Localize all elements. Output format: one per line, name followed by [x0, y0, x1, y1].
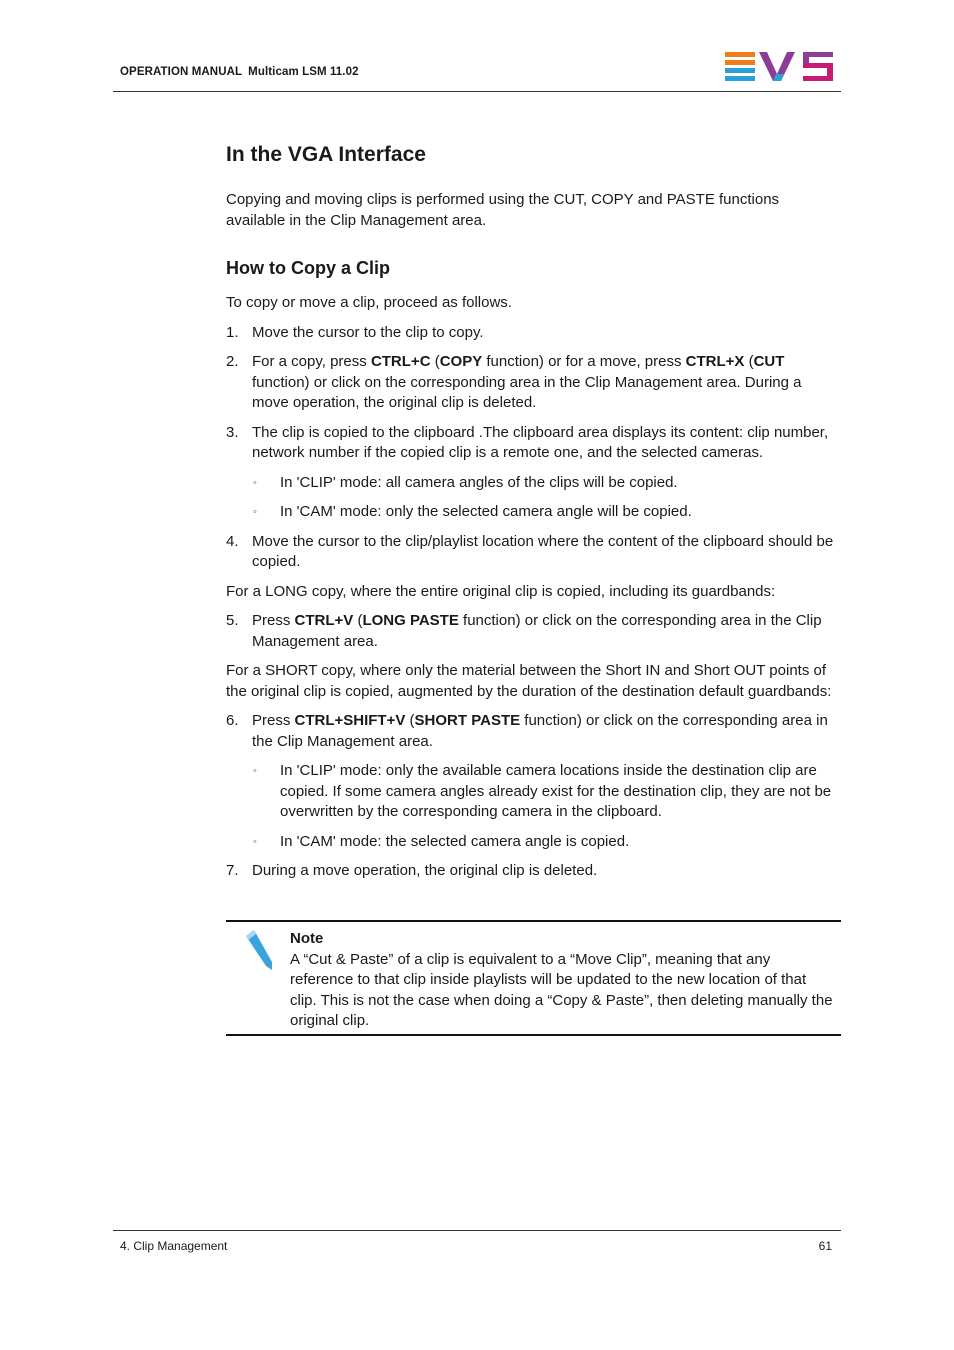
step-1 — [226, 323, 841, 344]
step-number: 5. — [226, 612, 239, 629]
step-text: Press — [252, 712, 295, 729]
bullet-text: In 'CLIP' mode: all camera angles of the clips will be copied. — [280, 473, 678, 491]
step-number: 2. — [226, 353, 239, 370]
long-copy-intro: For a LONG copy, where the entire original clip is copied, including its guardbands: — [226, 582, 776, 600]
function-name: CUT — [753, 353, 785, 370]
bullet-icon: ◦ — [253, 506, 257, 518]
pencil-icon — [242, 930, 278, 970]
step-text: function) or for a move, press — [482, 353, 686, 370]
bullet-icon: ◦ — [253, 765, 257, 777]
section-intro: Copying and moving clips is performed using the CUT, COPY and PASTE functions available in the Clip Management area. — [226, 191, 780, 229]
step-number: 1. — [226, 323, 239, 341]
doc-title: OPERATION MANUAL — [120, 66, 243, 78]
step-text: function) or click on the corresponding area in the Clip Management area. — [252, 612, 822, 650]
step-text: ( — [744, 353, 754, 370]
subsection-title: How to Copy a Clip — [226, 258, 390, 278]
step-text: For a copy, press — [252, 353, 371, 370]
header-title — [120, 66, 365, 78]
step-6 — [226, 711, 841, 752]
function-name: COPY — [439, 353, 483, 370]
note-text: A “Cut & Paste” of a clip is equivalent to a “Move Clip”, meaning that any reference to that clip inside playlists will be updated to the new location of that clip. This is not the case when doing a “Copy & Paste”, then deleting manually the original clip. — [290, 950, 833, 1029]
shortcut-key: CTRL+V — [294, 612, 354, 629]
note-title: Note — [290, 930, 324, 947]
step-number: 4. — [226, 532, 239, 550]
step-text: Move the cursor to the clip to copy. — [252, 323, 484, 341]
step-number: 7. — [226, 862, 239, 879]
step-5 — [226, 611, 841, 652]
step-6-bullet-clip — [226, 761, 841, 823]
page-number: 61 — [818, 1239, 832, 1253]
main-content — [226, 140, 841, 891]
page-header — [113, 0, 841, 92]
product-name: Multicam LSM 11.02 — [248, 66, 359, 78]
function-name: SHORT PASTE — [414, 712, 521, 729]
procedure-lead: To copy or move a clip, proceed as follows. — [226, 294, 512, 311]
note-box — [226, 920, 841, 1036]
step-text: function) or click on the corresponding area in the Clip Management area. — [252, 712, 828, 750]
step-7 — [226, 861, 841, 882]
step-text: ( — [405, 712, 415, 729]
step-text: ( — [353, 612, 363, 629]
procedure-steps-long — [226, 611, 841, 652]
step-text: Press — [252, 612, 295, 629]
shortcut-key: CTRL+X — [685, 353, 745, 370]
footer-chapter: 4. Clip Management — [120, 1239, 228, 1253]
note-body — [290, 929, 835, 1032]
step-3-bullet-cam — [226, 502, 841, 523]
procedure-steps-short — [226, 711, 841, 882]
page-footer — [113, 1230, 841, 1253]
step-text: ( — [430, 353, 440, 370]
step-text: The clip is copied to the clipboard .The clipboard area displays its content: clip number, network number if the copied clip is a remote one, and the selected cameras. — [252, 423, 829, 461]
function-name: LONG PASTE — [362, 612, 459, 629]
step-6-bullet-cam — [226, 832, 841, 853]
step-4 — [226, 532, 841, 573]
step-number: 6. — [226, 712, 239, 729]
step-3 — [226, 423, 841, 464]
step-2 — [226, 352, 841, 414]
step-number: 3. — [226, 423, 239, 441]
evs-logo — [725, 52, 835, 82]
section-title: In the VGA Interface — [226, 143, 426, 166]
step-text: During a move operation, the original clip is deleted. — [252, 862, 598, 879]
bullet-text: In 'CAM' mode: the selected camera angle is copied. — [280, 832, 630, 850]
bullet-text: In 'CLIP' mode: only the available camera locations inside the destination clip are copied. If some camera angles already exist for the destination clip, they are not be overwritten by the corresponding camera in the clipboard. — [280, 762, 832, 820]
bullet-icon: ◦ — [253, 476, 257, 489]
step-3-bullet-clip — [226, 473, 841, 494]
short-copy-intro: For a SHORT copy, where only the material between the Short IN and Short OUT points of the original clip is copied, augmented by the duration of the destination default guardbands: — [226, 662, 832, 700]
shortcut-key: CTRL+C — [370, 353, 431, 370]
step-text: function) or click on the corresponding area in the Clip Management area. During a move operation, the original clip is deleted. — [252, 373, 802, 411]
bullet-text: In 'CAM' mode: only the selected camera angle will be copied. — [280, 503, 692, 520]
bullet-icon: ◦ — [253, 835, 257, 848]
shortcut-key: CTRL+SHIFT+V — [294, 712, 406, 729]
procedure-steps — [226, 323, 841, 573]
step-text: Move the cursor to the clip/playlist location where the content of the clipboard should be copied. — [252, 532, 834, 570]
